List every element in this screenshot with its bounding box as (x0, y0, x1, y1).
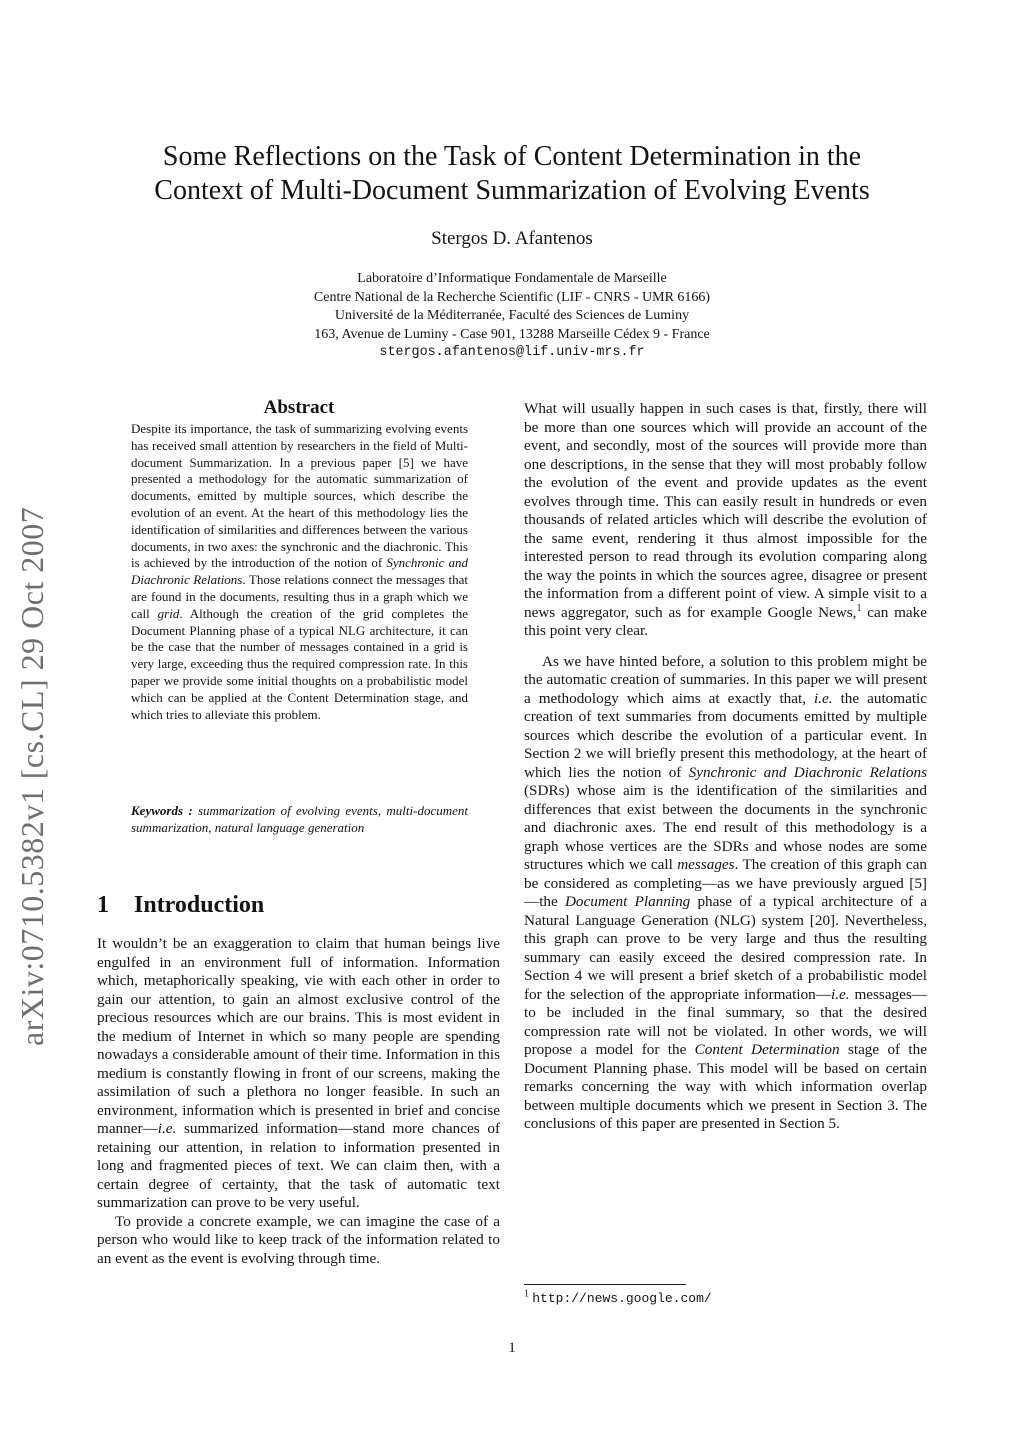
paragraph-text: can make this point very clear. (524, 603, 927, 639)
paragraph-emphasis: i.e. (830, 985, 850, 1003)
paragraph-text: the automatic creation of text summaries from documents emitted by multiple sources which describe the evolution of a particular event. In Section 2 we will briefly present this methodology, at the heart of which lies the notion of (524, 689, 927, 781)
affiliation-line: 163, Avenue de Luminy - Case 901, 13288 Marseille Cédex 9 - France (314, 326, 710, 342)
title-line-2: Context of Multi-Document Summarization of Evolving Events (154, 175, 870, 206)
affiliation-line: Laboratoire d’Informatique Fondamentale de Marseille (357, 271, 667, 286)
intro-paragraph-2: To provide a concrete example, we can imagine the case of a person who would like to keep track of the information related to an event as the event is evolving through time. (97, 1212, 500, 1267)
author-email: stergos.afantenos@lif.univ-mrs.fr (379, 345, 645, 361)
paragraph-text: messages—to be included in the final summary, so that the desired compression rate will not be violated. In other words, we will propose a model for the (524, 985, 927, 1058)
footnote-url[interactable]: http://news.google.com/ (532, 1291, 712, 1306)
section-heading-introduction (97, 892, 497, 919)
section-title: Introduction (134, 892, 265, 918)
abstract-text-part: . Although the creation of the grid completes the Document Planning phase of a typical NLG architecture, it can be the case that the number of messages contained in a grid is very large, exceeding thus the required compression rate. In this paper we provide some initial thoughts on a probabilistic model which can be applied at the Content Determination stage, and which tries to alleviate this problem. (131, 605, 468, 722)
page-number: 1 (508, 1340, 516, 1356)
paper-title (100, 140, 924, 208)
abstract-emphasis: grid (157, 605, 180, 621)
intro-paragraph-1 (97, 935, 500, 1213)
paragraph-text: What will usually happen in such cases is that, firstly, there will be more than one sources which will provide an account of the event, and secondly, most of the sources will provide more than one descriptions, in the sense that they will most probably follow the evolution of the event and provide updates as the event evolves through time. This can easily result in hundreds or even thousands of related articles which will describe the evolution of the same event, rendering it thus almost impossible for the interested person to read through its evolution comparing along the way the points in which the sources agree, disagree or present the information from a different point of view. A simple visit to a news aggregator, such as for example Google News, (524, 400, 927, 621)
intro-paragraph-3 (524, 400, 927, 641)
title-line-1: Some Reflections on the Task of Content Determination in the (162, 141, 862, 172)
affiliation-block (100, 270, 924, 363)
abstract-text-part: Despite its importance, the task of summarizing evolving events has received small attention by researchers in the field of Multi-document Summarization. In a previous paper [5] we have presented a methodology for the automatic summarization of documents, emitted by multiple sources, which describe the evolution of an event. At the heart of this methodology lies the identification of similarities and differences between the various documents, in two axes: the synchronic and the diachronic. This is achieved by the introduction of the notion of (131, 421, 468, 571)
intro-paragraph-4 (524, 653, 927, 1134)
abstract-emphasis: Synchronic and Diachronic Relations (131, 555, 469, 588)
footnote-number: 1 (524, 1288, 529, 1300)
abstract-heading: Abstract (263, 397, 335, 418)
paragraph-text: summarized information—stand more chances of retaining our attention, in relation to information presented in long and fragmented pieces of text. We can claim then, with a certain degree of certainty, that the task of automatic text summarization can prove to be very useful. (97, 1120, 500, 1211)
right-column-body (524, 400, 927, 1134)
paragraph-emphasis: i.e. (814, 689, 833, 707)
paragraph-text: It wouldn’t be an exaggeration to claim that human beings live engulfed in an environment full of information. Information which, metaphorically speaking, vie with each other in order to gain our attention, to gain an almost exclusive control of the precious resources which are our brains. This is most evident in the medium of Internet in which so many people are spending nowadays a considerable amount of their time. Information in this medium is constantly flowing in front of our screens, making the assimilation of such a plethora no longer feasible. In such an environment, information which is presented in brief and concise manner— (97, 935, 500, 1137)
footnote-marker[interactable]: 1 (856, 602, 862, 614)
keywords-text: summarization of evolving events, multi-document summarization, natural language generation (131, 803, 468, 835)
paragraph-emphasis: Document Planning (564, 893, 691, 910)
paragraph-text: As we have hinted before, a solution to this problem might be the automatic creation of summaries. In this paper we will present a methodology which aims at exactly that, (524, 652, 927, 707)
author-name: Stergos D. Afantenos (431, 228, 593, 249)
paragraph-text: stage of the Document Planning phase. This model will be based on certain remarks concerning the way with which information overlap between multiple documents which we present in Section 3. The conclusions of this paper are presented in Section 5. (524, 1041, 927, 1132)
arxiv-identifier: arXiv:0710.5382v1 [cs.CL] 29 Oct 2007 (14, 506, 50, 1046)
paragraph-text: phase of a typical architecture of a Natural Language Generation (NLG) system [20]. Nevertheless, this graph can prove to be very large and thus the resulting summary can easily exceed the desired compression rate. In Section 4 we will present a brief sketch of a probabilistic model for the selection of the appropriate information— (524, 893, 928, 1003)
keywords (131, 803, 468, 837)
paragraph-emphasis: i.e. (157, 1120, 177, 1137)
paragraph-text: (SDRs) whose aim is the identification of the similarities and differences that exist between the documents in the synchronic and diachronic axes. The end result of this methodology is a graph whose vertices are the SDRs and whose nodes are some structures which we call (524, 782, 927, 873)
footnote-divider (524, 1284, 686, 1285)
section-number: 1 (97, 892, 109, 918)
paragraph-emphasis: Content Determination (694, 1041, 840, 1058)
abstract-text (131, 421, 468, 723)
left-column-body (97, 935, 500, 1268)
paragraph-emphasis: Synchronic and Diachronic Relations (688, 763, 927, 781)
abstract-text-part: . Those relations connect the messages that are found in the documents, resulting thus in a graph which we call (131, 572, 468, 621)
affiliation-line: Centre National de la Recherche Scientific (LIF - CNRS - UMR 6166) (313, 289, 711, 305)
footnote (524, 1290, 927, 1306)
affiliation-line: Université de la Méditerranée, Faculté des Sciences de Luminy (334, 308, 690, 324)
paragraph-text: . The creation of this graph can be considered as completing—as we have previously argued [5]—the (524, 856, 927, 910)
paragraph-emphasis: messages (677, 856, 735, 873)
keywords-label: Keywords : (131, 803, 193, 818)
